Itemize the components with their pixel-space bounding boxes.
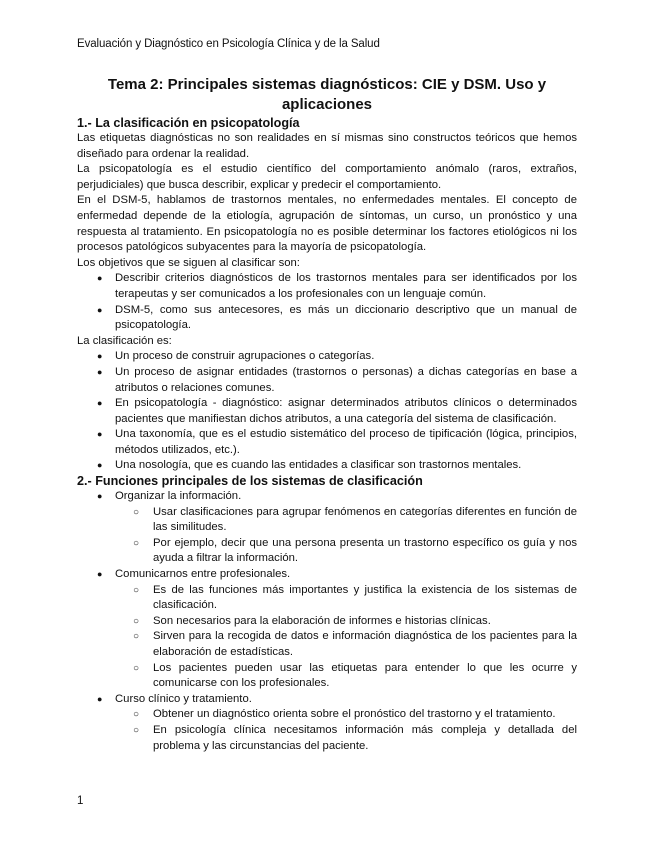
list-item-text: Describir criterios diagnósticos de los trastornos mentales para ser identificados por los terapeutas y ser comunicados a los profesionales con un lenguaje común. [115,272,577,300]
bullet-icon: ● [97,569,103,580]
sub-list-item-text: Por ejemplo, decir que una persona presenta un trastorno específico os guía y nos ayuda a filtrar la información. [153,536,577,565]
bullet-icon: ● [97,491,103,502]
list-item [77,427,577,458]
list-item-text: Un proceso de asignar entidades (trastornos o personas) a dichas categorías en base a atributos o relaciones comunes. [115,365,577,394]
sub-list-item-text: En psicología clínica necesitamos información más compleja y detallada del problema y las circunstancias del paciente. [153,723,577,752]
paragraph: Los objetivos que se siguen al clasificar son: [77,256,300,269]
classification-list [77,349,577,474]
sub-list-item [115,505,577,536]
document-title: Tema 2: Principales sistemas diagnósticos: CIE y DSM. Uso y aplicaciones [107,76,547,113]
list-item [77,692,577,754]
sub-list-item-text: Es de las funciones más importantes y justifica la existencia de los sistemas de clasificación. [153,583,577,612]
list-item-text: En psicopatología - diagnóstico: asignar determinados atributos clínicos o determinados pacientes que manifiestan dichos atributos, a una categoría del sistema de clasificación. [115,397,577,425]
list-item [77,567,577,692]
hollow-bullet-icon: ○ [133,662,140,674]
list-item [77,271,577,302]
sub-list-item [115,536,577,567]
list-item-text: Comunicarnos entre profesionales. [115,568,291,581]
functions-list [77,489,577,754]
hollow-bullet-icon: ○ [133,709,140,721]
list-item-text: DSM-5, como sus antecesores, es más un diccionario descriptivo que un manual de psicopatología. [115,303,577,332]
bullet-icon: ● [97,351,103,362]
list-item-text: Una taxonomía, que es el estudio sistemático del proceso de tipificación (lógica, principios, métodos utilizados, etc.). [115,428,577,456]
bullet-icon: ● [97,273,103,284]
paragraph: Las etiquetas diagnósticas no son realidades en sí mismas sino constructos teóricos que hemos diseñado para ordenar la realidad. [77,132,577,160]
bullet-icon: ● [97,304,103,315]
sub-list-item [115,723,577,754]
list-item-text: Una nosología, que es cuando las entidades a clasificar son trastornos mentales. [115,459,522,472]
hollow-bullet-icon: ○ [133,724,140,736]
sub-list-item-text: Los pacientes pueden usar las etiquetas para entender lo que les ocurre y comunicarse con los profesionales. [153,661,577,690]
page-content [77,75,577,754]
paragraph: En el DSM-5, hablamos de trastornos mentales, no enfermedades mentales. El concepto de enfermedad depende de la etiología, agrupación de síntomas, un curso, un pronóstico y una respuesta al tratamiento. En psicopatología no es posible determinar los factores etiológicos ni los procesos patológicos subyacentes para la mayoría de psicopatología. [77,194,577,254]
list-item [77,349,577,365]
page-number: 1 [77,795,84,807]
list-item-text: Organizar la información. [115,490,242,503]
list-item-text: Un proceso de construir agrupaciones o categorías. [115,350,375,363]
sub-list-item-text: Usar clasificaciones para agrupar fenómenos en categorías diferentes en función de las similitudes. [153,505,577,534]
hollow-bullet-icon: ○ [133,584,140,596]
list-item [77,365,577,396]
objectives-list [77,271,577,333]
bullet-icon: ● [97,693,103,704]
paragraph: La clasificación es: [77,334,172,347]
sub-list-item-text: Sirven para la recogida de datos e información diagnóstica de los pacientes para la elaboración de estadísticas. [153,630,577,658]
sub-list-item-text: Son necesarios para la elaboración de informes e historias clínicas. [153,614,491,627]
section-heading-2: 2.- Funciones principales de los sistemas de clasificación [77,474,423,489]
sub-list [115,583,577,692]
list-item [77,396,577,427]
paragraph: La psicopatología es el estudio científico del comportamiento anómalo (raros, extraños, perjudiciales) que busca describir, explicar y predecir el comportamiento. [77,163,577,191]
hollow-bullet-icon: ○ [133,506,140,518]
sub-list-item [115,583,577,614]
list-item-text: Curso clínico y tratamiento. [115,692,252,705]
bullet-icon: ● [97,366,103,377]
sub-list [115,707,577,754]
hollow-bullet-icon: ○ [133,631,140,643]
sub-list-item [115,707,577,723]
running-header: Evaluación y Diagnóstico en Psicología Clínica y de la Salud [77,38,380,50]
sub-list-item [115,629,577,660]
list-item [77,303,577,334]
sub-list-item [115,661,577,692]
sub-list [115,505,577,567]
sub-list-item-text: Obtener un diagnóstico orienta sobre el pronóstico del trastorno y el tratamiento. [153,708,556,721]
hollow-bullet-icon: ○ [133,615,140,627]
list-item [77,458,577,474]
list-item [77,489,577,567]
section-heading-1: 1.- La clasificación en psicopatología [77,116,300,130]
hollow-bullet-icon: ○ [133,537,140,549]
bullet-icon: ● [97,460,103,471]
sub-list-item [115,614,577,630]
bullet-icon: ● [97,398,103,409]
bullet-icon: ● [97,429,103,440]
